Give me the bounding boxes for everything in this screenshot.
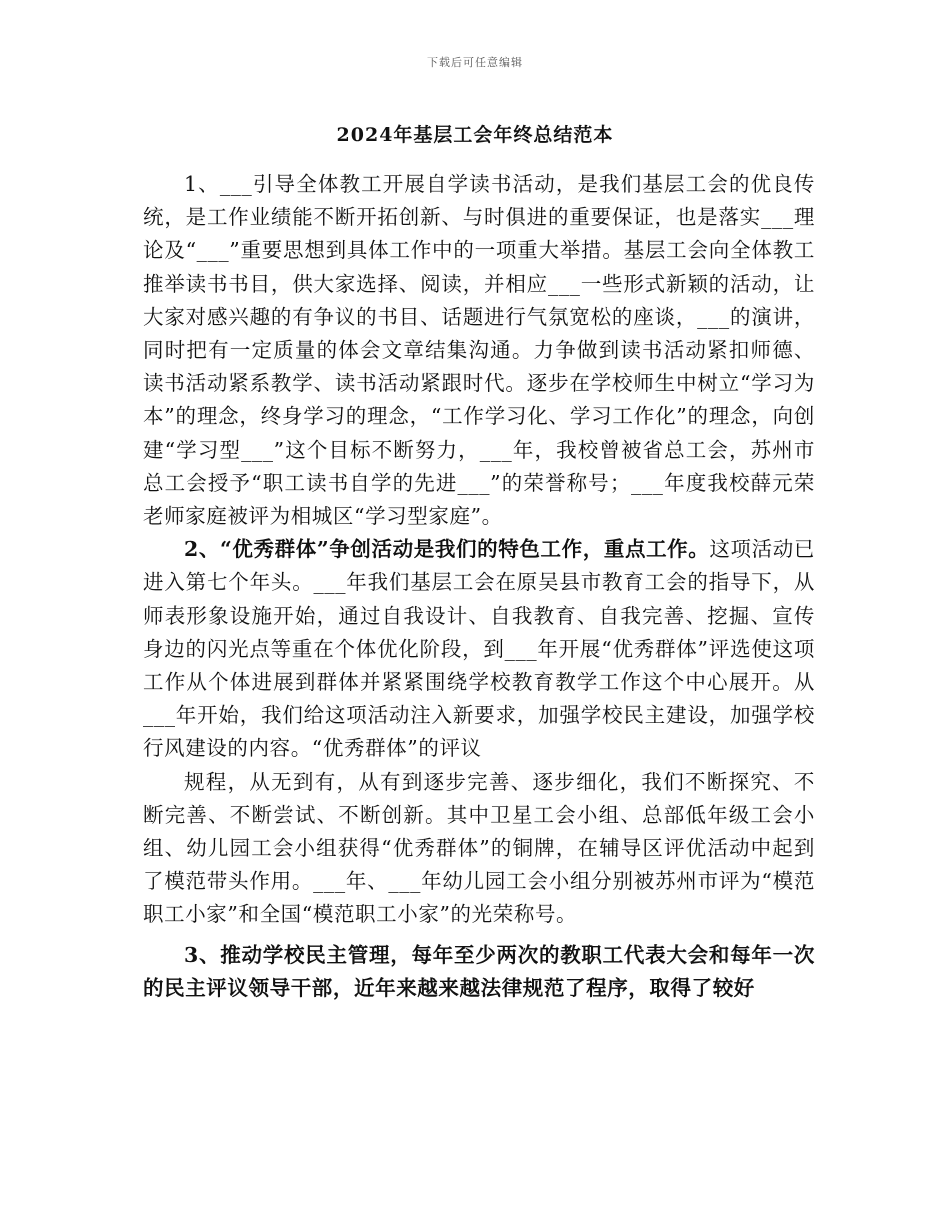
document-title: 2024年基层工会年终总结范本 [336, 124, 614, 146]
paragraph-2 [143, 533, 815, 765]
paragraph-4: 3、推动学校民主管理，每年至少两次的教职工代表大会和每年一次的民主评议领导干部，近年来越来越法律规范了程序，取得了较好 [143, 942, 815, 1000]
header-note: 下载后可任意编辑 [427, 56, 523, 69]
document-body [143, 168, 815, 1005]
paragraph-1: 1、___引导全体教工开展自学读书活动，是我们基层工会的优良传统，是工作业绩能不断开拓创新、与时俱进的重要保证，也是落实___理论及“___”重要思想到具体工作中的一项重大举措。基层工会向全体教工推举读书书目，供大家选择、阅读，并相应___一些形式新颖的活动，让大家对感兴趣的有争议的书目、话题进行气氛宽松的座谈，___的演讲，同时把有一定质量的体会文章结集沟通。力争做到读书活动紧扣师德、读书活动紧系教学、读书活动紧跟时代。逐步在学校师生中树立“学习为本”的理念，终身学习的理念，“工作学习化、学习工作化”的理念，向创建“学习型___”这个目标不断努力，___年，我校曾被省总工会，苏州市总工会授予“职工读书自学的先进___”的荣誉称号；___年度我校薛元荣老师家庭被评为相城区“学习型家庭”。 [143, 172, 815, 529]
paragraph-2-text: 这项活动已进入第七个年头。___年我们基层工会在原吴县市教育工会的指导下，从师表形象设施开始，通过自我设计、自我教育、自我完善、挖掘、宣传身边的闪光点等重在个体优化阶段，到___年开展“优秀群体”评选使这项工作从个体进展到群体并紧紧围绕学校教育教学工作这个中心展开。从___年开始，我们给这项活动注入新要求，加强学校民主建设，加强学校行风建设的内容。“优秀群体”的评议 [143, 537, 815, 761]
paragraph-3: 规程，从无到有，从有到逐步完善、逐步细化，我们不断探究、不断完善、不断尝试、不断创新。其中卫星工会小组、总部低年级工会小组、幼儿园工会小组获得“优秀群体”的铜牌，在辅导区评优活动中起到了模范带头作用。___年、___年幼儿园工会小组分别被苏州市评为“模范职工小家”和全国“模范职工小家”的光荣称号。 [143, 769, 815, 927]
paragraph-2-lead: 2、“优秀群体”争创活动是我们的特色工作，重点工作。 [184, 537, 710, 562]
